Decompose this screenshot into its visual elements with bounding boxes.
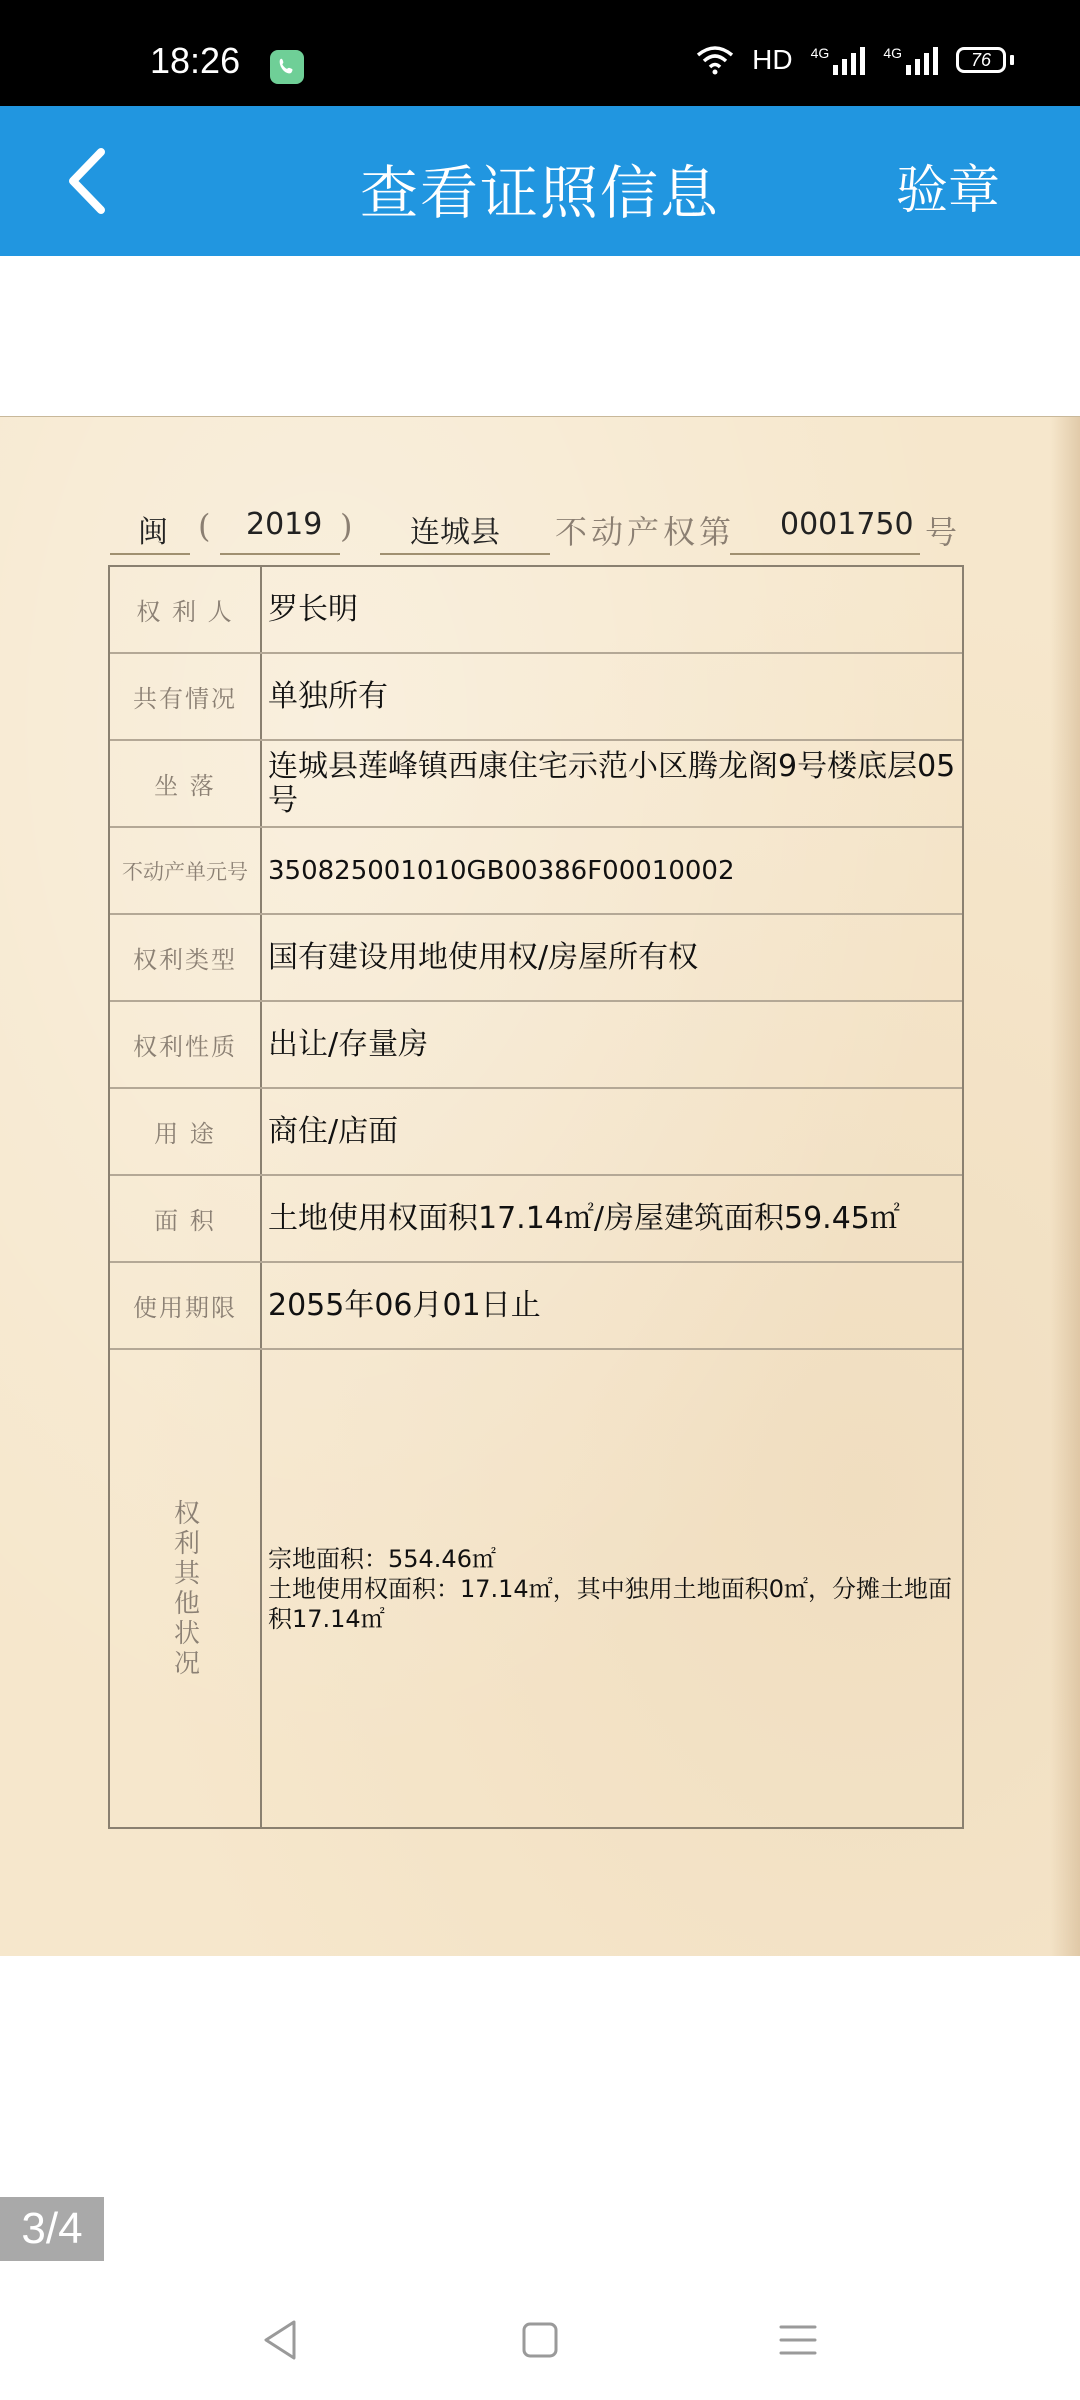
- nav-back-button[interactable]: [250, 2310, 310, 2370]
- page-indicator: 3/4: [0, 2197, 104, 2261]
- verify-seal-button[interactable]: 验章: [895, 161, 1000, 221]
- status-bar: [0, 0, 1080, 106]
- page-title: 查看证照信息: [359, 159, 720, 227]
- status-time: 18:26: [150, 40, 241, 81]
- row-value: 商住/店面: [268, 1113, 399, 1149]
- row-value: 350825001010GB00386F00010002: [268, 855, 735, 886]
- row-label: 权利类型: [110, 915, 262, 1000]
- row-label: 共有情况: [110, 654, 262, 739]
- row-label: 权 利 人: [110, 567, 262, 652]
- certificate-image: [0, 416, 1080, 1956]
- row-value: 罗长明: [268, 591, 358, 627]
- table-row: [110, 1176, 962, 1263]
- row-value: 单独所有: [268, 678, 388, 714]
- network-type-label: HD: [752, 44, 793, 75]
- menu-lines-icon: [778, 2322, 818, 2358]
- other-line: 土地使用权面积：17.14㎡，其中独用土地面积0㎡，分摊土地面积17.14㎡: [268, 1574, 952, 1633]
- nav-home-button[interactable]: [510, 2310, 570, 2370]
- table-row: [110, 1089, 962, 1176]
- triangle-back-icon: [260, 2318, 300, 2362]
- number-suffix: 号: [925, 513, 962, 551]
- certificate-number-line: [110, 507, 970, 557]
- phone-call-icon: [270, 50, 304, 84]
- row-label: 权利其他状况: [110, 1350, 262, 1827]
- certificate-table: [108, 565, 964, 1829]
- row-value: 土地使用权面积17.14㎡/房屋建筑面积59.45㎡: [268, 1200, 900, 1236]
- system-nav-bar: [0, 2270, 1080, 2400]
- other-line: 宗地面积：554.46㎡: [268, 1544, 496, 1573]
- row-label: 用 途: [110, 1089, 262, 1174]
- cert-county: 连城县: [410, 515, 500, 550]
- signal-2-label: 4G: [883, 45, 902, 61]
- app-header: [0, 106, 1080, 256]
- signal-1-label: 4G: [810, 45, 830, 61]
- table-row: [110, 567, 962, 654]
- table-row: [110, 654, 962, 741]
- row-label: 不动产单元号: [110, 828, 262, 913]
- table-row-other: [110, 1350, 962, 1827]
- row-label: 坐 落: [110, 741, 262, 826]
- row-value: 国有建设用地使用权/房屋所有权: [268, 939, 699, 975]
- battery-level: 76: [956, 47, 1006, 73]
- province-abbr: 闽: [138, 515, 168, 550]
- battery-icon: [956, 47, 1014, 73]
- wifi-icon: [696, 45, 734, 75]
- row-label: 使用期限: [110, 1263, 262, 1348]
- row-value: 2055年06月01日止: [268, 1287, 541, 1323]
- table-row: [110, 741, 962, 828]
- row-value: 连城县莲峰镇西康住宅示范小区腾龙阁9号楼底层05号: [268, 748, 956, 818]
- table-row: [110, 1002, 962, 1089]
- cert-year: 2019: [246, 507, 323, 542]
- open-paren: (: [198, 507, 215, 545]
- cert-number: 0001750: [780, 507, 914, 542]
- close-paren: ): [340, 507, 357, 545]
- table-row: [110, 915, 962, 1002]
- row-value: 出让/存量房: [268, 1026, 429, 1062]
- signal-2-icon: [883, 45, 938, 75]
- row-value: [268, 1350, 956, 1827]
- printed-text: 不动产权第: [555, 513, 736, 551]
- row-label: 面 积: [110, 1176, 262, 1261]
- table-row: [110, 828, 962, 915]
- table-row: [110, 1263, 962, 1350]
- square-home-icon: [521, 2321, 559, 2359]
- nav-menu-button[interactable]: [768, 2310, 828, 2370]
- row-label: 权利性质: [110, 1002, 262, 1087]
- signal-1-icon: [811, 45, 866, 75]
- status-icons: [696, 44, 1014, 76]
